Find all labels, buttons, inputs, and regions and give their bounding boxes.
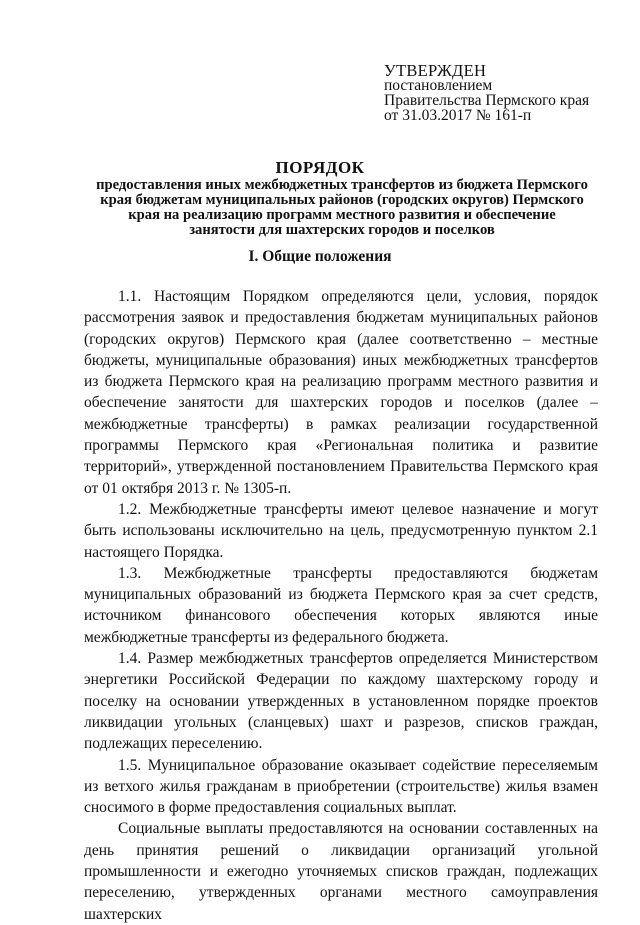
approval-heading: УТВЕРЖДЕН: [384, 61, 487, 80]
approval-line-1: постановлением: [384, 77, 493, 94]
document-title: ПОРЯДОК: [275, 158, 365, 177]
document-subtitle: предоставления иных межбюджетных трансфертов из бюджета Пермского края бюджетам муниципальных районов (городских округов) Пермского края на реализацию программ местного развития и обеспечение занятости для шахтерских городов и поселков: [96, 177, 588, 238]
paragraph-1-2: 1.2. Межбюджетные трансферты имеют целевое назначение и могут быть использованы исключительно на цель, предусмотренную пунктом 2.1 настоящего Порядка.: [84, 500, 598, 561]
approval-line-2: Правительства Пермского края: [384, 92, 590, 109]
paragraph-1-4: 1.4. Размер межбюджетных трансфертов определяется Министерством энергетики Российской Федерации по каждому шахтерскому городу и поселку на основании утвержденных в установленном порядке проектов ликвидации угольных (сланцевых) шахт и разрезов, списков граждан, подлежащих переселению.: [84, 650, 598, 753]
approval-stamp: [384, 63, 589, 123]
approval-line-3: от 31.03.2017 № 161-п: [384, 107, 532, 124]
section-title: I. Общие положения: [248, 248, 392, 265]
document-body: [84, 286, 598, 925]
paragraph-1-5: 1.5. Муниципальное образование оказывает содействие переселяемым из ветхого жилья гражданам в приобретении (строительстве) жилья взамен сносимого в форме предоставления социальных выплат.: [84, 756, 598, 817]
paragraph-social-payments: Социальные выплаты предоставляются на основании составленных на день принятия решений о ликвидации организаций угольной промышленности и ежегодно уточняемых списков граждан, подлежащих переселению, утвержденных органами местного самоуправления шахтерских: [84, 820, 598, 923]
paragraph-1-3: 1.3. Межбюджетные трансферты предоставляются бюджетам муниципальных образований из бюджета Пермского края за счет средств, источником финансового обеспечения которых являются иные межбюджетные трансферты из федерального бюджета.: [84, 564, 598, 646]
paragraph-1-1: 1.1. Настоящим Порядком определяются цели, условия, порядок рассмотрения заявок и предоставления бюджетам муниципальных районов (городских округов) Пермского края (далее соответственно – местные бюджеты, муниципальные образования) иных межбюджетных трансфертов из бюджета Пермского края на реализацию программ местного развития и обеспечение занятости для шахтерских городов и поселков (далее – межбюджетные трансферты) в рамках реализации государственной программы Пермского края «Региональная политика и развитие территорий», утвержденной постановлением Правительства Пермского края от 01 октября 2013 г. № 1305-п.: [84, 288, 598, 497]
